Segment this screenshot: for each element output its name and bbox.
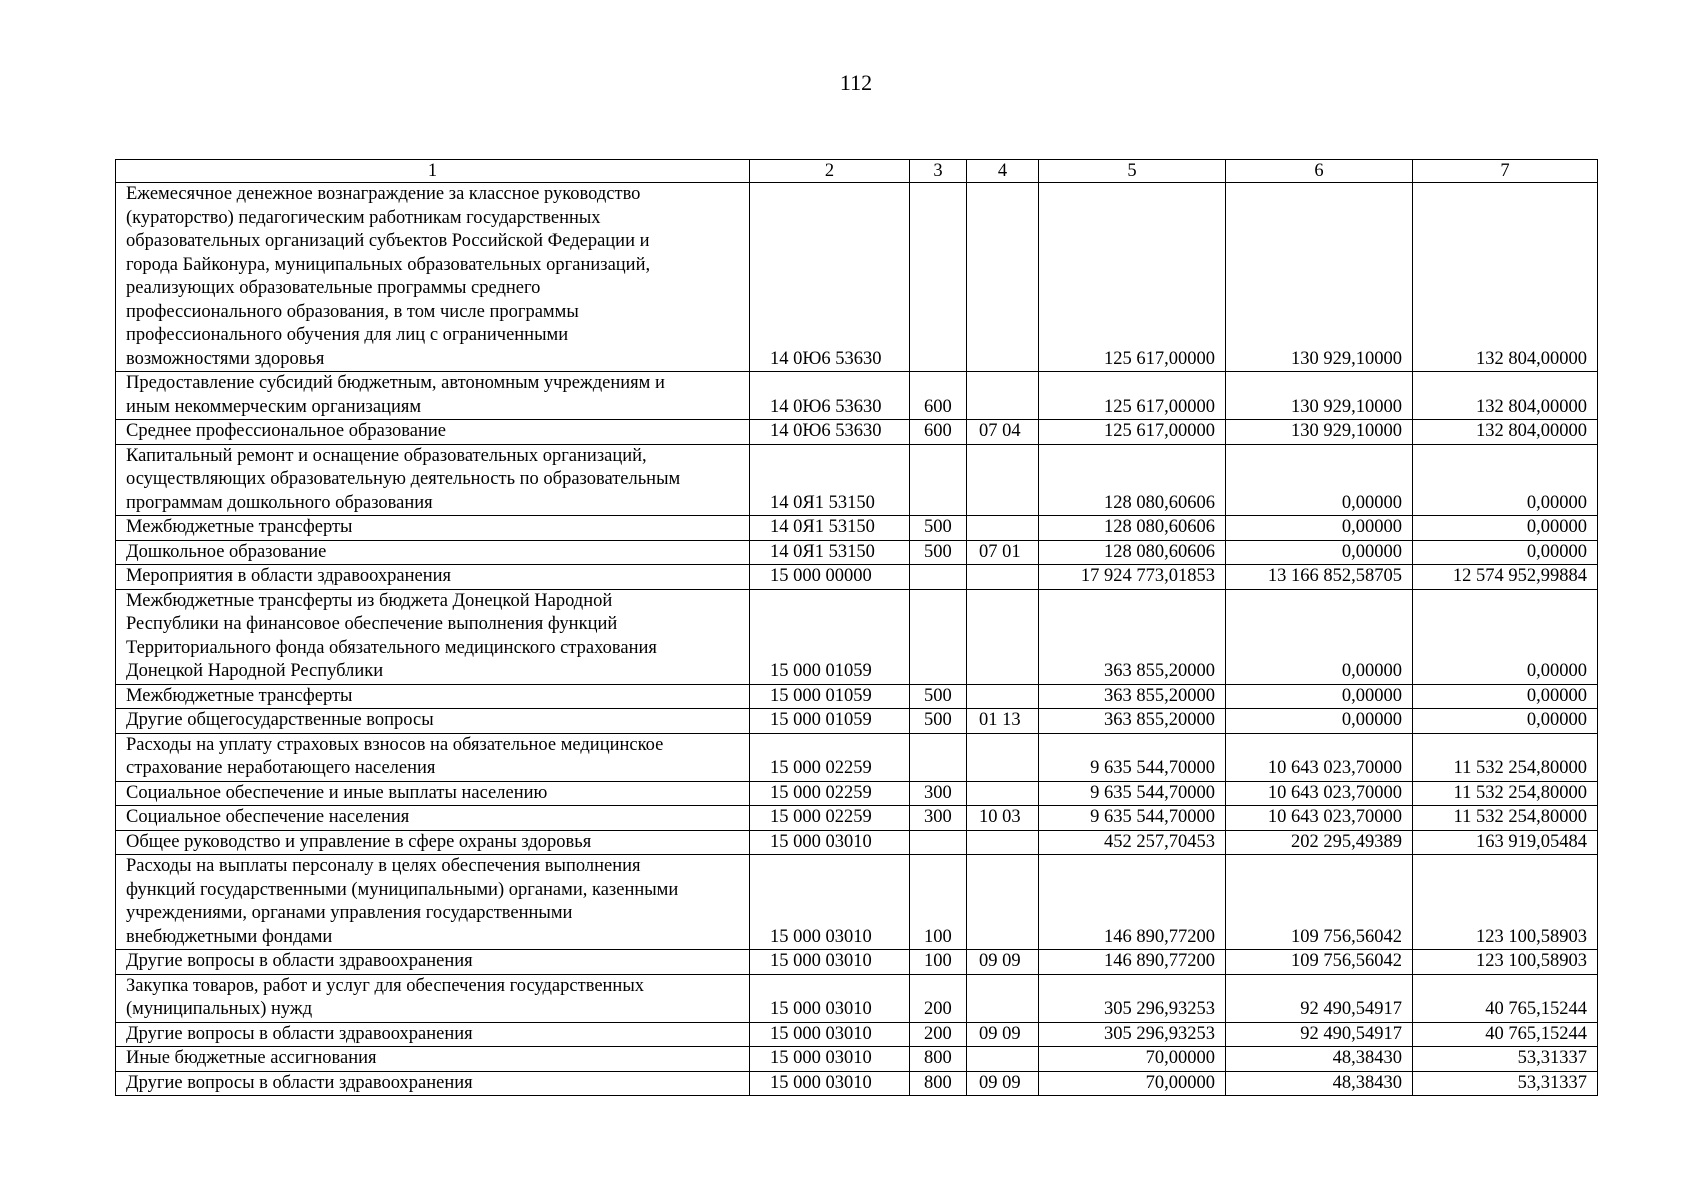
description-line: Дошкольное образование bbox=[126, 541, 327, 562]
row-code: 14 0Ю6 53630 bbox=[750, 372, 910, 420]
description-line: Расходы на уплату страховых взносов на обязательное медицинское bbox=[126, 734, 664, 755]
table-row bbox=[116, 589, 1598, 684]
table-row bbox=[116, 781, 1598, 806]
description-line: Социальное обеспечение населения bbox=[126, 807, 410, 827]
row-amount-col7: 53,31337 bbox=[1413, 1047, 1598, 1072]
row-amount-col5: 146 890,77200 bbox=[1039, 950, 1226, 975]
row-code: 15 000 01059 bbox=[750, 684, 910, 709]
description-line: Территориального фонда обязательного медицинского страхования bbox=[126, 637, 657, 658]
description-line: Иные бюджетные ассигнования bbox=[126, 1048, 377, 1068]
description-line: города Байконура, муниципальных образовательных организаций, bbox=[126, 254, 651, 275]
row-description bbox=[116, 565, 750, 590]
row-description bbox=[116, 709, 750, 734]
row-section bbox=[967, 781, 1039, 806]
page-number: 112 bbox=[839, 70, 873, 95]
row-amount-col7: 11 532 254,80000 bbox=[1413, 781, 1598, 806]
row-amount-col5: 17 924 773,01853 bbox=[1039, 565, 1226, 590]
row-amount-col5: 146 890,77200 bbox=[1039, 855, 1226, 950]
row-description bbox=[116, 855, 750, 950]
row-amount-col6: 10 643 023,70000 bbox=[1226, 806, 1413, 831]
table-row bbox=[116, 183, 1598, 372]
header-row bbox=[116, 160, 1598, 183]
row-description bbox=[116, 684, 750, 709]
row-amount-col7: 12 574 952,99884 bbox=[1413, 565, 1598, 590]
row-expense-type bbox=[910, 589, 967, 684]
row-expense-type bbox=[910, 183, 967, 372]
description-line: профессионального обучения для лиц с ограниченными bbox=[126, 325, 569, 345]
row-amount-col5: 128 080,60606 bbox=[1039, 516, 1226, 541]
budget-table bbox=[115, 159, 1598, 1096]
row-amount-col6: 0,00000 bbox=[1226, 684, 1413, 709]
description-line: осуществляющих образовательную деятельность по образовательным bbox=[126, 469, 681, 489]
row-code: 15 000 02259 bbox=[750, 806, 910, 831]
row-description bbox=[116, 516, 750, 541]
row-section bbox=[967, 830, 1039, 855]
row-amount-col7: 132 804,00000 bbox=[1413, 183, 1598, 372]
row-section bbox=[967, 565, 1039, 590]
description-line: Республики на финансовое обеспечение выполнения функций bbox=[126, 614, 618, 634]
row-amount-col7: 0,00000 bbox=[1413, 589, 1598, 684]
row-section: 09 09 bbox=[967, 1022, 1039, 1047]
row-expense-type: 500 bbox=[910, 516, 967, 541]
row-code: 15 000 01059 bbox=[750, 589, 910, 684]
row-amount-col7: 0,00000 bbox=[1413, 444, 1598, 516]
row-description bbox=[116, 540, 750, 565]
description-line: внебюджетными фондами bbox=[126, 926, 333, 947]
header-col-1: 1 bbox=[116, 160, 750, 183]
row-amount-col6: 48,38430 bbox=[1226, 1047, 1413, 1072]
table-row bbox=[116, 950, 1598, 975]
row-section bbox=[967, 444, 1039, 516]
row-section: 10 03 bbox=[967, 806, 1039, 831]
header-col-4: 4 bbox=[967, 160, 1039, 183]
table-row bbox=[116, 516, 1598, 541]
row-amount-col6: 130 929,10000 bbox=[1226, 183, 1413, 372]
table-row bbox=[116, 444, 1598, 516]
row-code: 15 000 03010 bbox=[750, 950, 910, 975]
description-line: страхование неработающего населения bbox=[126, 758, 436, 778]
row-section bbox=[967, 684, 1039, 709]
description-line: Социальное обеспечение и иные выплаты населению bbox=[126, 782, 548, 803]
table-row bbox=[116, 1022, 1598, 1047]
row-description bbox=[116, 183, 750, 372]
row-expense-type: 100 bbox=[910, 855, 967, 950]
row-amount-col5: 9 635 544,70000 bbox=[1039, 733, 1226, 781]
row-expense-type: 800 bbox=[910, 1047, 967, 1072]
row-amount-col7: 123 100,58903 bbox=[1413, 855, 1598, 950]
description-line: (муниципальных) нужд bbox=[126, 999, 313, 1019]
row-description bbox=[116, 1022, 750, 1047]
row-amount-col6: 10 643 023,70000 bbox=[1226, 781, 1413, 806]
table-body bbox=[116, 183, 1598, 1096]
description-line: программам дошкольного образования bbox=[126, 492, 433, 513]
row-amount-col5: 70,00000 bbox=[1039, 1047, 1226, 1072]
row-code: 15 000 03010 bbox=[750, 1022, 910, 1047]
row-amount-col6: 0,00000 bbox=[1226, 516, 1413, 541]
row-section: 09 09 bbox=[967, 1071, 1039, 1096]
description-line: Другие вопросы в области здравоохранения bbox=[126, 951, 473, 971]
description-line: Другие вопросы в области здравоохранения bbox=[126, 1072, 473, 1093]
row-code: 15 000 02259 bbox=[750, 733, 910, 781]
row-description bbox=[116, 1071, 750, 1096]
row-amount-col5: 363 855,20000 bbox=[1039, 589, 1226, 684]
row-expense-type bbox=[910, 830, 967, 855]
description-line: Межбюджетные трансферты bbox=[126, 685, 353, 706]
table-row bbox=[116, 733, 1598, 781]
row-amount-col6: 0,00000 bbox=[1226, 709, 1413, 734]
row-code: 14 0Я1 53150 bbox=[750, 444, 910, 516]
row-description bbox=[116, 589, 750, 684]
row-amount-col5: 305 296,93253 bbox=[1039, 1022, 1226, 1047]
row-code: 15 000 03010 bbox=[750, 855, 910, 950]
row-amount-col5: 452 257,70453 bbox=[1039, 830, 1226, 855]
row-section bbox=[967, 733, 1039, 781]
row-description bbox=[116, 781, 750, 806]
description-line: Другие вопросы в области здравоохранения bbox=[126, 1023, 473, 1044]
row-description bbox=[116, 444, 750, 516]
row-section bbox=[967, 1047, 1039, 1072]
row-expense-type: 500 bbox=[910, 684, 967, 709]
table-row bbox=[116, 540, 1598, 565]
row-amount-col5: 363 855,20000 bbox=[1039, 709, 1226, 734]
description-line: учреждениями, органами управления государственными bbox=[126, 903, 573, 923]
row-amount-col5: 305 296,93253 bbox=[1039, 974, 1226, 1022]
row-section: 07 04 bbox=[967, 420, 1039, 445]
row-amount-col5: 363 855,20000 bbox=[1039, 684, 1226, 709]
row-description bbox=[116, 950, 750, 975]
table-row bbox=[116, 420, 1598, 445]
row-expense-type: 500 bbox=[910, 709, 967, 734]
row-amount-col7: 0,00000 bbox=[1413, 684, 1598, 709]
row-amount-col6: 130 929,10000 bbox=[1226, 420, 1413, 445]
header-col-6: 6 bbox=[1226, 160, 1413, 183]
row-amount-col5: 70,00000 bbox=[1039, 1071, 1226, 1096]
description-line: Межбюджетные трансферты bbox=[126, 517, 353, 537]
row-code: 15 000 03010 bbox=[750, 1047, 910, 1072]
row-section bbox=[967, 516, 1039, 541]
row-expense-type: 200 bbox=[910, 1022, 967, 1047]
description-line: функций государственными (муниципальными) органами, казенными bbox=[126, 879, 679, 900]
row-amount-col6: 202 295,49389 bbox=[1226, 830, 1413, 855]
row-expense-type bbox=[910, 565, 967, 590]
table-row bbox=[116, 1047, 1598, 1072]
row-expense-type bbox=[910, 733, 967, 781]
description-line: Донецкой Народной Республики bbox=[126, 661, 384, 681]
description-line: возможностями здоровья bbox=[126, 348, 325, 369]
row-description bbox=[116, 1047, 750, 1072]
row-section bbox=[967, 589, 1039, 684]
header-col-3: 3 bbox=[910, 160, 967, 183]
table-row bbox=[116, 1071, 1598, 1096]
row-description bbox=[116, 420, 750, 445]
description-line: Межбюджетные трансферты из бюджета Донецкой Народной bbox=[126, 590, 613, 611]
description-line: (кураторство) педагогическим работникам государственных bbox=[126, 207, 601, 228]
row-amount-col5: 9 635 544,70000 bbox=[1039, 781, 1226, 806]
table-row bbox=[116, 684, 1598, 709]
description-line: иным некоммерческим организациям bbox=[126, 396, 422, 417]
row-amount-col5: 9 635 544,70000 bbox=[1039, 806, 1226, 831]
row-amount-col7: 132 804,00000 bbox=[1413, 420, 1598, 445]
row-description bbox=[116, 733, 750, 781]
row-section bbox=[967, 183, 1039, 372]
row-expense-type: 500 bbox=[910, 540, 967, 565]
row-code: 15 000 03010 bbox=[750, 1071, 910, 1096]
row-code: 15 000 02259 bbox=[750, 781, 910, 806]
header-col-7: 7 bbox=[1413, 160, 1598, 183]
row-code: 14 0Я1 53150 bbox=[750, 516, 910, 541]
row-code: 15 000 00000 bbox=[750, 565, 910, 590]
row-section: 01 13 bbox=[967, 709, 1039, 734]
description-line: Ежемесячное денежное вознаграждение за классное руководство bbox=[126, 184, 641, 204]
description-line: профессионального образования, в том числе программы bbox=[126, 301, 579, 322]
description-line: Мероприятия в области здравоохранения bbox=[126, 566, 452, 586]
row-amount-col7: 163 919,05484 bbox=[1413, 830, 1598, 855]
row-expense-type: 100 bbox=[910, 950, 967, 975]
row-amount-col6: 13 166 852,58705 bbox=[1226, 565, 1413, 590]
row-expense-type: 300 bbox=[910, 781, 967, 806]
row-code: 14 0Я1 53150 bbox=[750, 540, 910, 565]
description-line: Предоставление субсидий бюджетным, автономным учреждениям и bbox=[126, 373, 665, 393]
row-amount-col6: 0,00000 bbox=[1226, 589, 1413, 684]
row-code: 14 0Ю6 53630 bbox=[750, 420, 910, 445]
row-amount-col6: 48,38430 bbox=[1226, 1071, 1413, 1096]
row-amount-col6: 109 756,56042 bbox=[1226, 855, 1413, 950]
table-row bbox=[116, 709, 1598, 734]
table-row bbox=[116, 565, 1598, 590]
row-amount-col5: 125 617,00000 bbox=[1039, 183, 1226, 372]
row-amount-col6: 109 756,56042 bbox=[1226, 950, 1413, 975]
row-amount-col6: 10 643 023,70000 bbox=[1226, 733, 1413, 781]
row-amount-col6: 0,00000 bbox=[1226, 540, 1413, 565]
description-line: Закупка товаров, работ и услуг для обеспечения государственных bbox=[126, 975, 645, 996]
row-expense-type: 600 bbox=[910, 372, 967, 420]
description-line: Общее руководство и управление в сфере охраны здоровья bbox=[126, 831, 592, 852]
description-line: Среднее профессиональное образование bbox=[126, 421, 446, 441]
row-code: 15 000 03010 bbox=[750, 830, 910, 855]
description-line: Другие общегосударственные вопросы bbox=[126, 710, 434, 730]
table-row bbox=[116, 830, 1598, 855]
row-amount-col7: 0,00000 bbox=[1413, 709, 1598, 734]
header-col-2: 2 bbox=[750, 160, 910, 183]
row-amount-col6: 130 929,10000 bbox=[1226, 372, 1413, 420]
row-description bbox=[116, 830, 750, 855]
description-line: образовательных организаций субъектов Российской Федерации и bbox=[126, 231, 650, 251]
row-code: 14 0Ю6 53630 bbox=[750, 183, 910, 372]
table-row bbox=[116, 806, 1598, 831]
row-amount-col7: 11 532 254,80000 bbox=[1413, 806, 1598, 831]
row-amount-col5: 125 617,00000 bbox=[1039, 420, 1226, 445]
row-amount-col6: 0,00000 bbox=[1226, 444, 1413, 516]
row-amount-col6: 92 490,54917 bbox=[1226, 1022, 1413, 1047]
row-section: 09 09 bbox=[967, 950, 1039, 975]
row-section: 07 01 bbox=[967, 540, 1039, 565]
row-section bbox=[967, 855, 1039, 950]
row-amount-col7: 53,31337 bbox=[1413, 1071, 1598, 1096]
row-amount-col6: 92 490,54917 bbox=[1226, 974, 1413, 1022]
row-expense-type bbox=[910, 444, 967, 516]
row-section bbox=[967, 974, 1039, 1022]
header-col-5: 5 bbox=[1039, 160, 1226, 183]
row-amount-col7: 11 532 254,80000 bbox=[1413, 733, 1598, 781]
row-amount-col7: 0,00000 bbox=[1413, 516, 1598, 541]
row-amount-col5: 128 080,60606 bbox=[1039, 444, 1226, 516]
row-amount-col5: 128 080,60606 bbox=[1039, 540, 1226, 565]
row-description bbox=[116, 372, 750, 420]
row-expense-type: 200 bbox=[910, 974, 967, 1022]
row-expense-type: 300 bbox=[910, 806, 967, 831]
row-amount-col7: 40 765,15244 bbox=[1413, 974, 1598, 1022]
table-row bbox=[116, 855, 1598, 950]
row-amount-col7: 123 100,58903 bbox=[1413, 950, 1598, 975]
row-amount-col7: 132 804,00000 bbox=[1413, 372, 1598, 420]
row-amount-col7: 40 765,15244 bbox=[1413, 1022, 1598, 1047]
row-code: 15 000 03010 bbox=[750, 974, 910, 1022]
table-row bbox=[116, 974, 1598, 1022]
row-section bbox=[967, 372, 1039, 420]
row-expense-type: 600 bbox=[910, 420, 967, 445]
row-code: 15 000 01059 bbox=[750, 709, 910, 734]
table-row bbox=[116, 372, 1598, 420]
row-description bbox=[116, 974, 750, 1022]
description-line: реализующих образовательные программы среднего bbox=[126, 278, 541, 298]
row-amount-col5: 125 617,00000 bbox=[1039, 372, 1226, 420]
row-amount-col7: 0,00000 bbox=[1413, 540, 1598, 565]
description-line: Расходы на выплаты персоналу в целях обеспечения выполнения bbox=[126, 856, 641, 876]
row-expense-type: 800 bbox=[910, 1071, 967, 1096]
row-description bbox=[116, 806, 750, 831]
description-line: Капитальный ремонт и оснащение образовательных организаций, bbox=[126, 445, 647, 466]
